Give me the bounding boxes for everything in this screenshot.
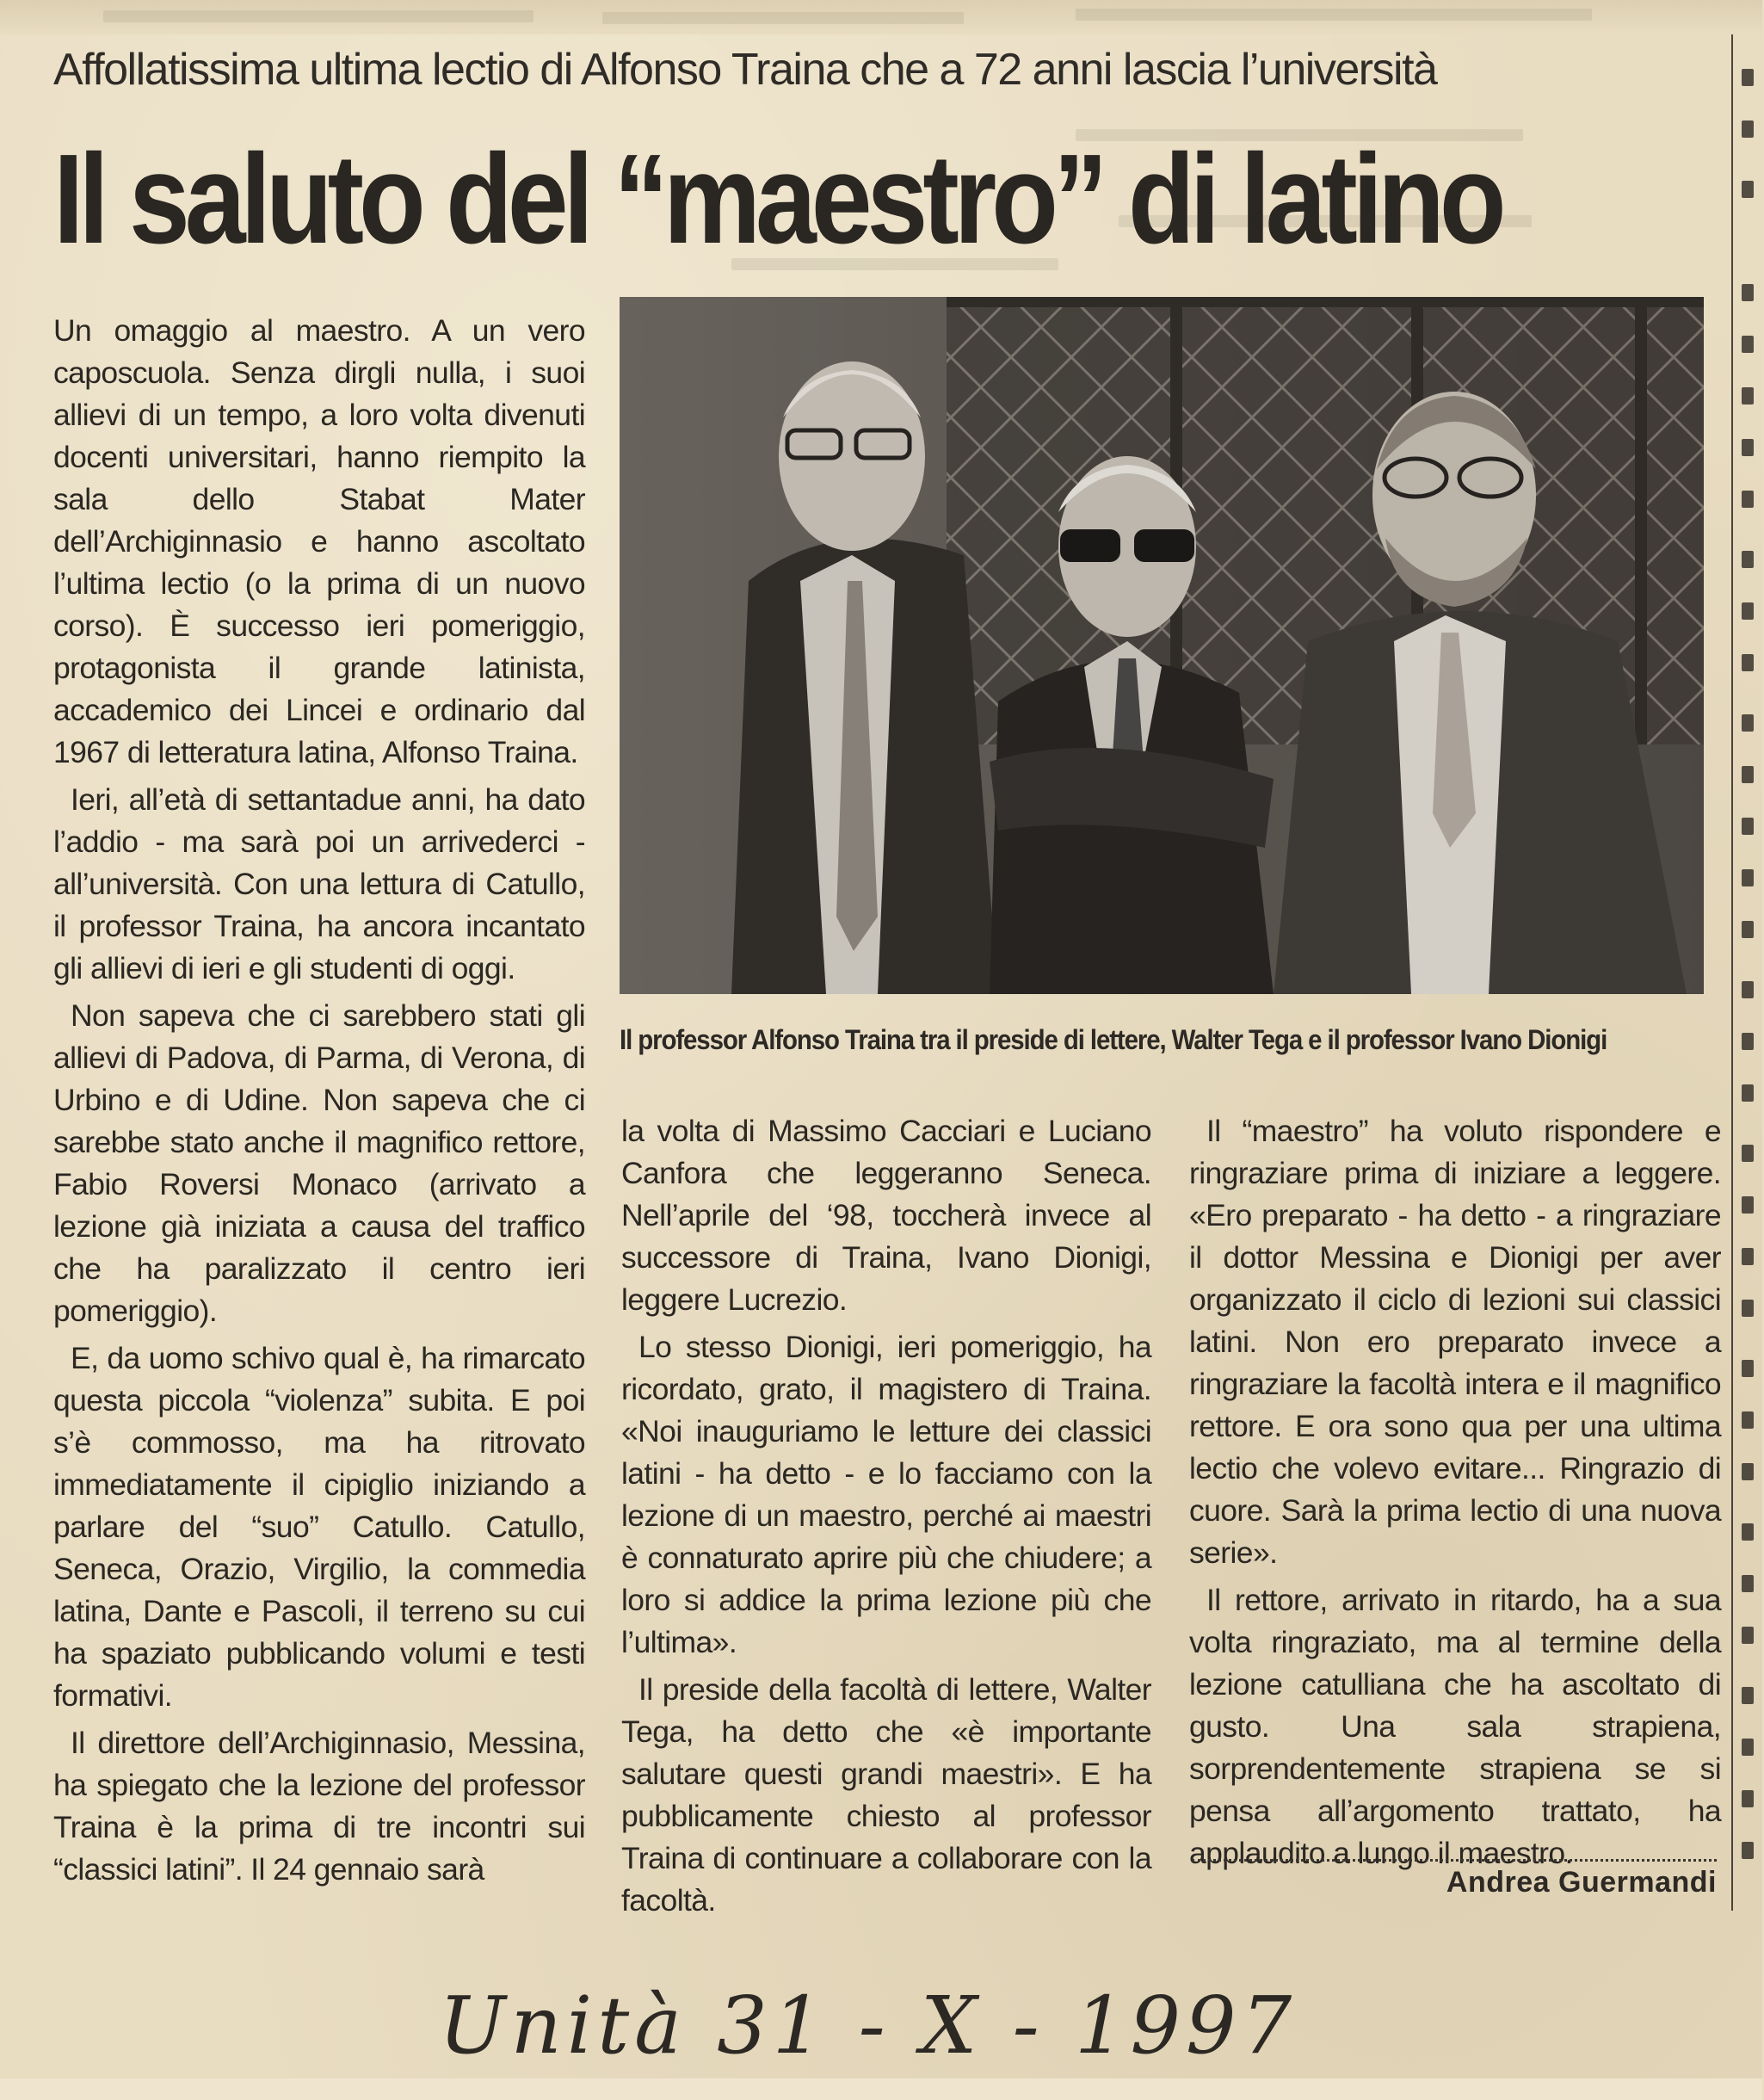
paragraph: Un omaggio al maestro. A un vero caposcuola. Senza dirgli nulla, i suoi allievi di un tempo, a loro volta divenuti docenti universitari, hanno riempito la sala dello Stabat Mater dell’Archiginnasio e hanno ascoltato l’ultima lectio (o la prima di un nuovo corso). È successo ieri pomeriggio, protagonista il grande latinista, accademico dei Lincei e ordinario dal 1967 di letteratura latina, Alfonso Traina. xyxy=(53,313,585,769)
paragraph: E, da uomo schivo qual è, ha rimarcato questa piccola “violenza” subita. E poi s’è commosso, ma ha ritrovato immediatamente il cipiglio iniziando a parlare del “suo” Catullo. Catullo, Seneca, Orazio, Virgilio, la commedia latina, Dante e Pascoli, il terreno su cui ha spaziato pubblicando volumi e testi formativi. xyxy=(53,1341,585,1713)
paper-edge xyxy=(0,2078,1762,2100)
handwritten-date: Unità 31 - X - 1997 xyxy=(439,1980,1298,2072)
column-1 xyxy=(53,310,585,1891)
column-3 xyxy=(1189,1110,1721,1875)
paragraph: Il “maestro” ha voluto rispondere e ringraziare prima di iniziare a leggere. «Ero preparato - ha detto - a ringraziare il dottor Messina e Dionigi per aver organizzato il ciclo di lezioni sui classici latini. Non ero preparato invece a ringraziare la facoltà intera e il magnifico rettore. E ora sono qua per una ultima lectio che volevo evitare... Ringrazio di cuore. Sarà la prima lectio di una nuova serie». xyxy=(1189,1114,1721,1570)
paragraph: Ieri, all’età di settantadue anni, ha dato l’addio - ma sarà poi un arrivederci - all’università. Con una lettura di Catullo, il professor Traina, ha ancora incantato gli allievi di ieri e gli studenti di oggi. xyxy=(53,782,585,985)
photo-caption: Il professor Alfonso Traina tra il preside di lettere, Walter Tega e il professor Ivano Dionigi xyxy=(620,1024,1607,1055)
ghost-text xyxy=(602,12,964,24)
photo-illustration xyxy=(620,297,1704,994)
handwritten-annotation xyxy=(430,1971,1298,2074)
paragraph: Il preside della facoltà di lettere, Walter Tega, ha detto che «è importante salutare questi grandi maestri». E ha pubblicamente chiesto al professor Traina di continuare a collaborare con la facoltà. xyxy=(621,1672,1151,1918)
paragraph: Lo stesso Dionigi, ieri pomeriggio, ha ricordato, grato, il magistero di Traina. «Noi inauguriamo le letture dei classici latini - ha detto - e lo facciamo con la lezione di un maestro, perché ai maestri è connaturato aprire più che chiudere; a loro si addice la prima lezione più che l’ultima». xyxy=(621,1330,1151,1659)
article-photo xyxy=(620,297,1704,994)
ghost-text xyxy=(103,10,534,22)
paragraph: Non sapeva che ci sarebbero stati gli allievi di Padova, di Parma, di Verona, di Urbino e di Udine. Non sapeva che ci sarebbe stato anche il magnifico rettore, Fabio Roversi Monaco (arrivato a lezione già iniziata a causa del traffico che ha paralizzato il centro ieri pomeriggio). xyxy=(53,998,585,1328)
byline: Andrea Guermandi xyxy=(1446,1866,1717,1899)
kicker: Affollatissima ultima lectio di Alfonso Traina che a 72 anni lascia l’università xyxy=(53,45,1437,95)
ghost-text xyxy=(1076,9,1592,21)
paragraph: la volta di Massimo Cacciari e Luciano Canfora che leggeranno Seneca. Nell’aprile del ‘98, toccherà invece al successore di Traina, Ivano Dionigi, leggere Lucrezio. xyxy=(621,1114,1151,1317)
paragraph: Il rettore, arrivato in ritardo, ha a sua volta ringraziato, ma al termine della lezione catulliana che ha ascoltato di gusto. Una sala strapiena, sorprendentemente strapiena se si pensa all’argomento trattato, ha applaudito a lungo il maestro. xyxy=(1189,1583,1721,1870)
paragraph: Il direttore dell’Archiginnasio, Messina, ha spiegato che la lezione del professor Traina è la prima di tre incontri sui “classici latini”. Il 24 gennaio sarà xyxy=(53,1726,585,1887)
adjacent-column-edge xyxy=(1731,34,1764,1911)
byline-rule xyxy=(1192,1859,1717,1862)
headline: Il saluto del “maestro” di latino xyxy=(53,128,1502,270)
column-2 xyxy=(621,1110,1151,1922)
